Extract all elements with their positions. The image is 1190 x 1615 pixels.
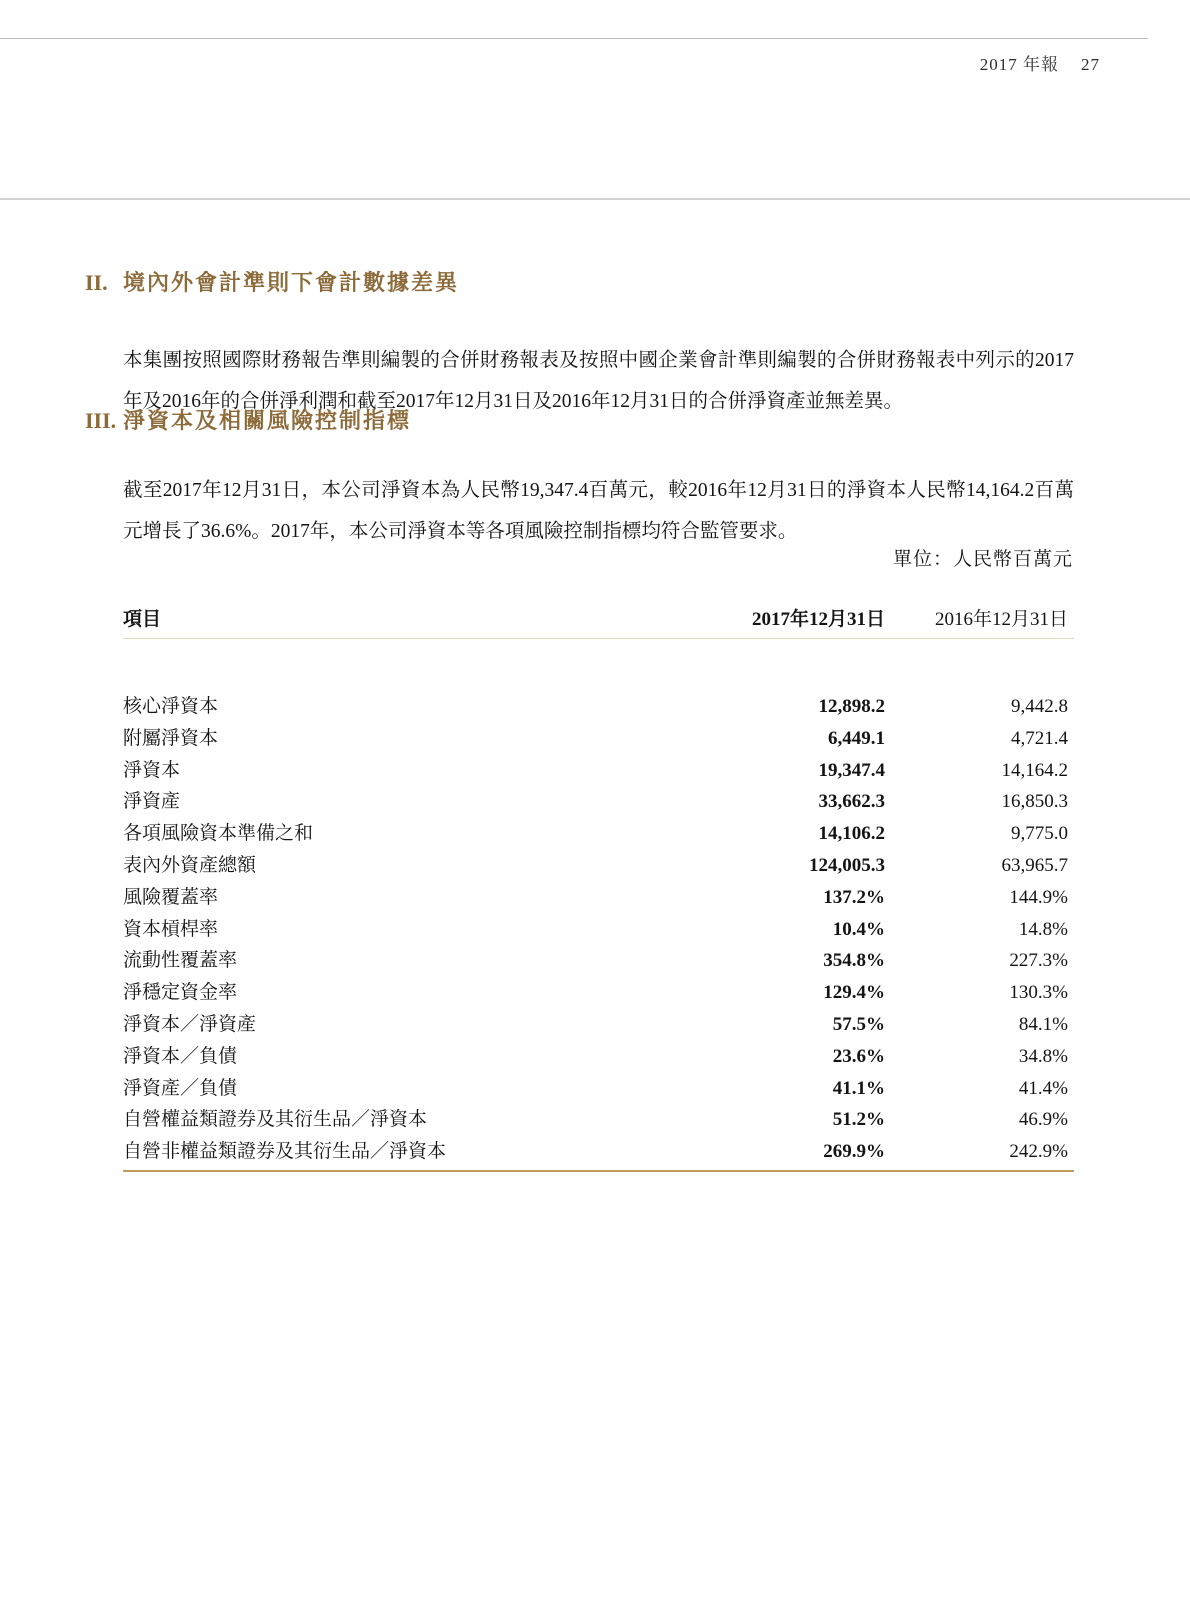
table-body bbox=[123, 691, 1074, 1168]
table-row bbox=[123, 723, 1074, 755]
row-value-2016: 9,775.0 bbox=[1011, 823, 1068, 845]
section-ii-number: II. bbox=[85, 270, 108, 295]
section-ii-paragraph: 本集團按照國際財務報告準則編製的合併財務報表及按照中國企業會計準則編製的合併財務報表中列示的2017年及2016年的合併淨利潤和截至2017年12月31日及2016年12月31日的合併淨資產並無差異。 bbox=[123, 349, 1074, 412]
row-item-label: 淨資產／負債 bbox=[123, 1077, 238, 1099]
row-value-2016: 130.3% bbox=[1009, 982, 1068, 1004]
row-value-2016: 14.8% bbox=[1018, 918, 1068, 940]
row-value-2016: 9,442.8 bbox=[1011, 696, 1068, 717]
report-title: 2017 年報 bbox=[979, 55, 1059, 74]
column-header-2017: 2017年12月31日 bbox=[751, 609, 885, 630]
row-item-label: 流動性覆蓋率 bbox=[123, 950, 238, 972]
row-value-2017: 14,106.2 bbox=[818, 823, 885, 845]
row-item-label: 附屬淨資本 bbox=[123, 727, 219, 749]
table-row bbox=[123, 755, 1074, 787]
row-value-2016: 16,850.3 bbox=[1001, 791, 1068, 813]
row-value-2017: 10.4% bbox=[832, 918, 885, 940]
row-value-2017: 6,449.1 bbox=[828, 727, 885, 749]
table-row bbox=[123, 1041, 1074, 1073]
row-value-2016: 41.4% bbox=[1018, 1077, 1068, 1099]
table-row bbox=[123, 786, 1074, 818]
row-value-2017: 269.9% bbox=[823, 1141, 885, 1163]
row-item-label: 表內外資產總額 bbox=[123, 854, 257, 876]
table-row bbox=[123, 945, 1074, 977]
table-row bbox=[123, 1136, 1074, 1168]
page-number: 27 bbox=[1081, 55, 1100, 74]
row-value-2016: 144.9% bbox=[1009, 886, 1068, 908]
table-header-row bbox=[123, 604, 1074, 634]
row-value-2017: 51.2% bbox=[832, 1109, 885, 1131]
running-header bbox=[980, 50, 1100, 75]
section-ii-heading bbox=[85, 266, 459, 297]
row-item-label: 淨資本／淨資產 bbox=[123, 1013, 257, 1035]
row-item-label: 核心淨資本 bbox=[123, 696, 219, 717]
table-row bbox=[123, 914, 1074, 946]
row-value-2016: 242.9% bbox=[1009, 1141, 1068, 1163]
row-item-label: 自營非權益類證券及其衍生品／淨資本 bbox=[123, 1141, 447, 1163]
row-value-2017: 19,347.4 bbox=[818, 759, 885, 781]
row-item-label: 淨穩定資金率 bbox=[123, 982, 238, 1004]
row-value-2017: 12,898.2 bbox=[818, 696, 885, 717]
row-value-2016: 14,164.2 bbox=[1001, 759, 1068, 781]
row-item-label: 淨資本 bbox=[123, 759, 181, 781]
table-row bbox=[123, 818, 1074, 850]
section-ii-title: 境內外會計準則下會計數據差異 bbox=[123, 270, 460, 295]
table-row bbox=[123, 1073, 1074, 1105]
risk-indicators-table bbox=[123, 604, 1074, 1172]
table-bottom-border bbox=[123, 1170, 1074, 1172]
section-iii-paragraph: 截至2017年12月31日，本公司淨資本為人民幣19,347.4百萬元，較2016年12月31日的淨資本人民幣14,164.2百萬元增長了36.6%。2017年，本公司淨資本等各項風險控制指標均符合監管要求。 bbox=[123, 479, 1074, 542]
row-item-label: 淨資本／負債 bbox=[123, 1045, 238, 1067]
row-value-2017: 129.4% bbox=[823, 982, 885, 1004]
table-unit-note: 單位：人民幣百萬元 bbox=[892, 549, 1073, 570]
table-row bbox=[123, 691, 1074, 723]
section-iii-title: 淨資本及相關風險控制指標 bbox=[123, 408, 412, 433]
row-item-label: 淨資產 bbox=[123, 791, 181, 813]
table-row bbox=[123, 977, 1074, 1009]
table-row bbox=[123, 1009, 1074, 1041]
row-value-2016: 4,721.4 bbox=[1011, 727, 1068, 749]
table-spacer bbox=[123, 639, 1074, 691]
table-row bbox=[123, 850, 1074, 882]
row-item-label: 自營權益類證券及其衍生品／淨資本 bbox=[123, 1109, 428, 1131]
row-value-2016: 34.8% bbox=[1018, 1045, 1068, 1067]
row-value-2016: 84.1% bbox=[1018, 1013, 1068, 1035]
row-value-2017: 33,662.3 bbox=[818, 791, 885, 813]
row-value-2017: 354.8% bbox=[823, 950, 885, 972]
page-separator-line bbox=[0, 198, 1190, 200]
row-value-2017: 57.5% bbox=[832, 1013, 885, 1035]
column-header-item: 項目 bbox=[123, 609, 162, 630]
row-item-label: 風險覆蓋率 bbox=[123, 886, 219, 908]
section-iii-number: III. bbox=[85, 408, 117, 433]
header-rule bbox=[0, 38, 1148, 39]
row-value-2017: 41.1% bbox=[832, 1077, 885, 1099]
table-row bbox=[123, 1104, 1074, 1136]
section-iii-heading bbox=[85, 404, 411, 435]
row-item-label: 各項風險資本準備之和 bbox=[123, 823, 314, 845]
row-item-label: 資本槓桿率 bbox=[123, 918, 219, 940]
row-value-2017: 23.6% bbox=[832, 1045, 885, 1067]
row-value-2016: 46.9% bbox=[1018, 1109, 1068, 1131]
table-row bbox=[123, 882, 1074, 914]
row-value-2016: 63,965.7 bbox=[1001, 854, 1068, 876]
row-value-2016: 227.3% bbox=[1009, 950, 1068, 972]
row-value-2017: 137.2% bbox=[823, 886, 885, 908]
column-header-2016: 2016年12月31日 bbox=[934, 609, 1068, 630]
row-value-2017: 124,005.3 bbox=[809, 854, 885, 876]
